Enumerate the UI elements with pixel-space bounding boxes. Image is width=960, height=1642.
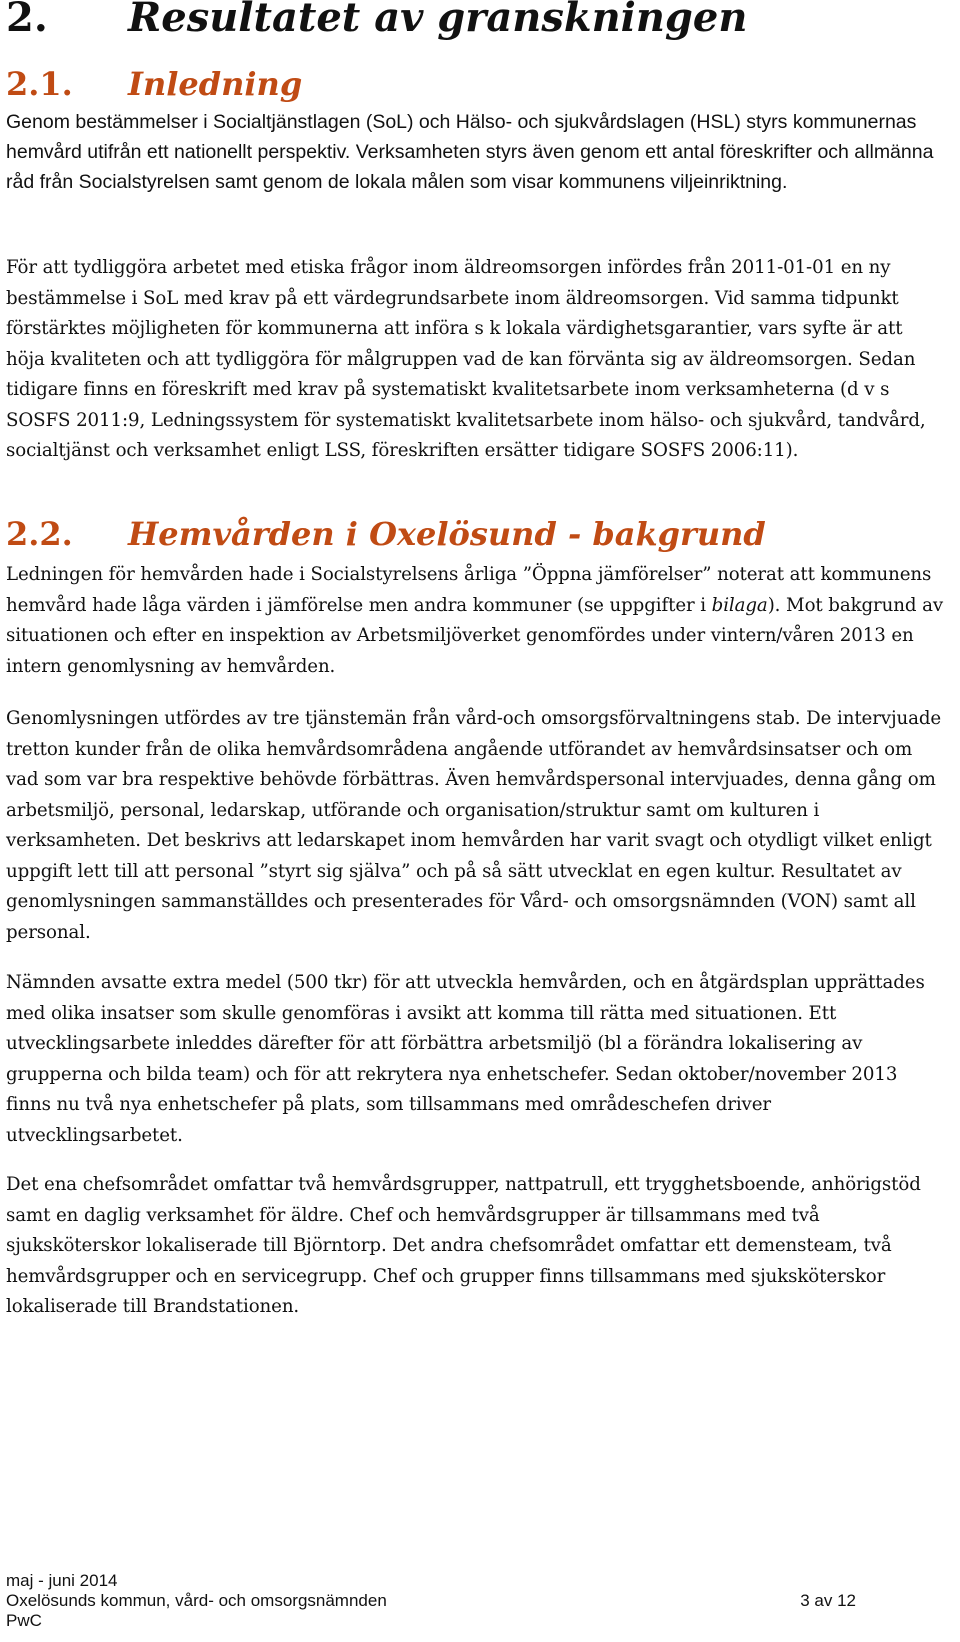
paragraph-bakgrund-3: Nämnden avsatte extra medel (500 tkr) för att utveckla hemvården, och en åtgärdsplan upprättades med olika insatser som skulle genomföras i avsikt att komma till rätta med situationen. Ett utvecklingsarbete inleddes därefter för att förbättra arbetsmiljö (bl a förändra lokalisering av grupperna och bilda team) och för att rekrytera nya enhetschefer. Sedan oktober/november 2013 finns nu två nya enhetschefer på plats, som tillsammans med områdeschefen driver utvecklingsarbetet. xyxy=(6,972,925,1146)
paragraph-text: ). Mot bakgrund av situationen och efter en inspektion av Arbetsmiljöverket genomfördes under vintern/våren 2013 en intern genomlysning av hemvården. xyxy=(6,594,944,677)
section-title: Resultatet av granskningen xyxy=(128,0,748,41)
paragraph-bakgrund-2: Genomlysningen utfördes av tre tjänstemän från vård-och omsorgsförvaltningens stab. De intervjuade tretton kunder från de olika hemvårdsområdena angående utförandet av hemvårdsinsatser och om vad som var bra respektive behövde förbättras. Även hemvårdspersonal intervjuades, denna gång om arbetsmiljö, personal, ledarskap, utförande och organisation/struktur samt om kulturen i verksamheten. Det beskrivs att ledarskapet inom hemvården har varit svagt och otydligt vilket enligt uppgift lett till att personal ”styrt sig själva” och på så sätt utvecklat en egen kultur. Resultatet av genomlysningen sammanställdes och presenterades för Vård- och omsorgsnämnden (VON) samt all personal. xyxy=(6,708,942,943)
subsection-heading-inledning xyxy=(6,64,302,104)
footer-firm: PwC xyxy=(6,1611,42,1630)
footer-page-number: 3 av 12 xyxy=(800,1591,856,1610)
paragraph-inledning-1: Genom bestämmelser i Socialtjänstlagen (SoL) och Hälso- och sjukvårdslagen (HSL) styrs kommunernas hemvård utifrån ett nationellt perspektiv. Verksamheten styrs även genom ett antal föreskrifter och allmänna råd från Socialstyrelsen samt genom de lokala målen som visar kommunens viljeinriktning. xyxy=(6,111,934,193)
section-number: 2. xyxy=(6,0,48,41)
section-heading xyxy=(6,0,747,42)
emphasis-bilaga: bilaga xyxy=(711,594,768,616)
subsection-heading-hemvarden xyxy=(6,514,766,554)
footer-row xyxy=(6,1591,856,1611)
paragraph-text: Ledningen för hemvården hade i Socialstyrelsens årliga ”Öppna jämförelser” noterat att kommunens hemvård hade låga värden i jämförelse men andra kommuner (se uppgifter i xyxy=(6,564,932,616)
subsection-number: 2.2. xyxy=(6,515,73,553)
paragraph-bakgrund-1 xyxy=(6,560,944,682)
subsection-number: 2.1. xyxy=(6,65,73,103)
subsection-title: Inledning xyxy=(128,65,303,103)
paragraph-bakgrund-4: Det ena chefsområdet omfattar två hemvårdsgrupper, nattpatrull, ett trygghetsboende, anhörigstöd samt en daglig verksamhet för äldre. Chef och hemvårdsgrupper är tillsammans med två sjuksköterskor lokaliserade till Björntorp. Det andra chefsområdet omfattar ett demensteam, två hemvårdsgrupper och en servicegrupp. Chef och grupper finns tillsammans med sjuksköterskor lokaliserade till Brandstationen. xyxy=(6,1174,921,1317)
footer-date: maj - juni 2014 xyxy=(6,1571,118,1590)
footer-organisation: Oxelösunds kommun, vård- och omsorgsnämnden xyxy=(6,1591,387,1610)
paragraph-inledning-2: För att tydliggöra arbetet med etiska frågor inom äldreomsorgen infördes från 2011-01-01 en ny bestämmelse i SoL med krav på ett värdegrundsarbete inom äldreomsorgen. Vid samma tidpunkt förstärktes möjligheten för kommunerna att införa s k lokala värdighetsgarantier, vars syfte är att höja kvaliteten och att tydliggöra för målgruppen vad de kan förvänta sig av äldreomsorgen. Sedan tidigare finns en föreskrift med krav på systematiskt kvalitetsarbete inom verksamheterna (d v s SOSFS 2011:9, Ledningssystem för systematiskt kvalitetsarbete inom hälso- och sjukvård, tandvård, socialtjänst och verksamhet enligt LSS, föreskriften ersätter tidigare SOSFS 2006:11). xyxy=(6,257,926,461)
page-footer xyxy=(6,1571,856,1631)
subsection-title: Hemvården i Oxelösund - bakgrund xyxy=(128,515,766,553)
